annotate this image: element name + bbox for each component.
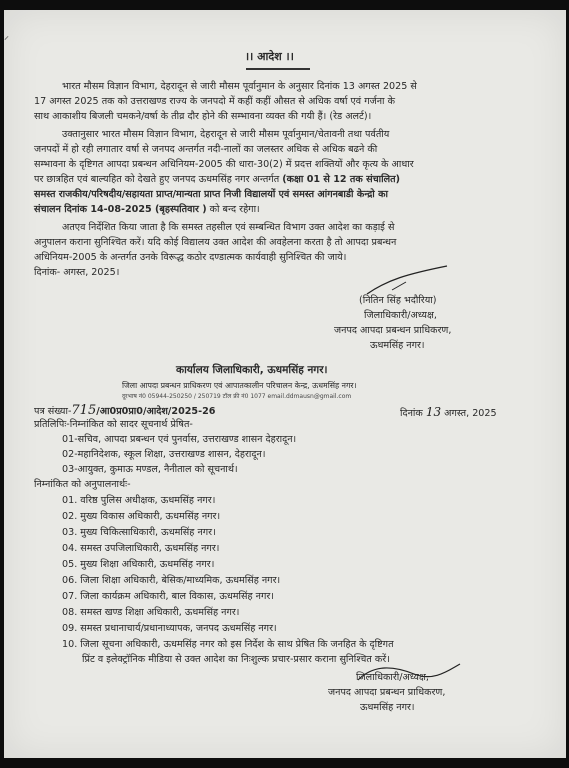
letter-date-handwritten: 13 xyxy=(425,405,442,419)
compliance-item-2: 02. मुख्य विकास अधिकारी, ऊधमसिंह नगर। xyxy=(62,511,221,522)
para1-line-2: 17 अगस्त 2025 तक को उत्तराखण्ड राज्य के जनपदो में कहीं कहीं औसत से अधिक वर्षा एवं गर्जना के xyxy=(34,96,395,107)
letter-date xyxy=(400,406,497,420)
para1-line-3: साथ आकाशीय बिजली चमकने/वर्षा के तीव्र दौर होने की सम्भावना व्यक्त की गयी हैं। (रेड अलर्ट)। xyxy=(34,111,372,122)
para2-line-3: सम्भावना के दृष्टिगत आपदा प्रबन्धन अधिनियम-2005 की धारा-30(2) में प्रदत्त शक्तियों और कृत्य के आधार xyxy=(34,159,414,170)
compliance-item-7: 07. जिला कार्यक्रम अधिकारी, बाल विकास, ऊधमसिंह नगर। xyxy=(62,591,274,602)
closure-end: को बन्द रहेगा। xyxy=(209,204,260,215)
compliance-heading: निम्नांकित को अनुपालनार्थः- xyxy=(34,479,131,490)
compliance-item-10-cont: प्रिंट व इलेक्ट्रॉनिक मीडिया से उक्त आदेश का निःशुल्क प्रचार-प्रसार कराना सुनिश्चित करें। xyxy=(82,654,390,665)
letter-number-handwritten: 715 xyxy=(71,403,97,418)
closure-date: संचालन दिनांक 14-08-2025 (बृहस्पतिवार ) xyxy=(34,204,207,215)
office-signatory-place: ऊधमसिंह नगर। xyxy=(360,702,415,713)
letter-reference: /आ0प्र0प्रा0/आदेश/2025-26 xyxy=(96,406,216,417)
compliance-item-3: 03. मुख्य चिकित्साधिकारी, ऊधमसिंह नगर। xyxy=(62,527,216,538)
heading-underline xyxy=(246,68,310,70)
para3-line-2: अनुपालन कराना सुनिश्चित करें। यदि कोई विद्यालय उक्त आदेश की अवहेलना करता है तो आपदा प्रबन्धन xyxy=(34,237,397,248)
order-signatory-post: जिलाधिकारी/अध्यक्ष, xyxy=(364,310,437,321)
order-signatory-authority: जनपद आपदा प्रबन्धन प्राधिकरण, xyxy=(334,325,452,336)
office-contact: दूरभाष नं0 05944-250250 / 250719 टॉल फ्री नं0 1077 email.ddmausn@gmail.com xyxy=(122,393,352,400)
copy-item-1: 01-सचिव, आपदा प्रबन्धन एवं पुनर्वास, उत्तराखण्ड शासन देहरादून। xyxy=(62,434,297,445)
office-subtitle: जिला आपदा प्रबन्धन प्राधिकरण एवं आपातकालीन परिचालन केन्द्र, ऊधमसिंह नगर। xyxy=(122,381,357,390)
letter-number-label: पत्र संख्या- xyxy=(34,406,72,417)
compliance-item-6: 06. जिला शिक्षा अधिकारी, बेसिक/माध्यमिक, ऊधमसिंह नगर। xyxy=(62,575,281,586)
compliance-item-8: 08. समस्त खण्ड शिक्षा अधिकारी, ऊधमसिंह नगर। xyxy=(62,607,240,618)
letter-date-rest: अगस्त, 2025 xyxy=(444,408,497,419)
office-signatory-post: जिलाधिकारी/अध्यक्ष, xyxy=(356,672,429,683)
para2-line-4-text: पर छात्रहित एवं बाल्यहित को देखते हुए जनपद ऊधमसिंह नगर अन्तर्गत xyxy=(34,174,280,185)
para2-line-4 xyxy=(34,173,400,186)
corner-mark: ⸝ xyxy=(4,31,9,42)
para3-line-3: अधिनियम-2005 के अन्तर्गत उनके विरूद्ध कठोर दण्डात्मक कार्यवाही सुनिश्चित की जाये। xyxy=(34,252,347,263)
compliance-item-10: 10. जिला सूचना अधिकारी, ऊधमसिंह नगर को इस निर्देश के साथ प्रेषित कि जनहित के दृष्टिगत xyxy=(62,639,394,650)
para2-line-2: जनपदों में हो रही लगातार वर्षा से जनपद अन्तर्गत नदी-नालों का जलस्तर अधिक से अधिक बढने की xyxy=(34,144,378,155)
copy-item-3: 03-आयुक्त, कुमाऊ मण्डल, नैनीताल को सूचनार्थ। xyxy=(62,464,238,475)
letter-date-label: दिनांक xyxy=(400,408,423,419)
compliance-item-1: 01. वरिष्ठ पुलिस अधीक्षक, ऊधमसिंह नगर। xyxy=(62,495,216,506)
compliance-item-9: 09. समस्त प्रधानाचार्य/प्रधानाध्यापक, जनपद ऊधमसिंह नगर। xyxy=(62,623,277,634)
para2-line-1: उक्तानुसार भारत मौसम विज्ञान विभाग, देहरादून से जारी मौसम पूर्वानुमान/चेतावनी तथा पर्वतीय xyxy=(62,129,390,140)
para2-bold-line-1: समस्त राजकीय/परिषदीय/सहायता प्राप्त/मान्यता प्राप्त निजी विद्यालयों एवं समस्त आंगनबाडी केन्द्रो का xyxy=(34,189,388,200)
para3-line-1: अतएव निर्देशित किया जाता है कि समस्त तहसील एवं सम्बन्धित विभाग उक्त आदेश का कड़ाई से xyxy=(62,222,395,233)
copy-heading: प्रतिलिपिः-निम्नांकित को सादर सूचनार्थ प्रेषित- xyxy=(34,419,193,430)
copy-item-2: 02-महानिदेशक, स्कूल शिक्षा, उत्तराखण्ड शासन, देहरादून। xyxy=(62,449,266,460)
letter-number xyxy=(34,404,215,418)
office-signatory-authority: जनपद आपदा प्रबन्धन प्राधिकरण, xyxy=(328,687,446,698)
compliance-item-5: 05. मुख्य शिक्षा अधिकारी, ऊधमसिंह नगर। xyxy=(62,559,215,570)
order-date: दिनांक- अगस्त, 2025। xyxy=(34,267,120,278)
document-page xyxy=(4,10,566,758)
compliance-item-4: 04. समस्त उपजिलाधिकारी, ऊधमसिंह नगर। xyxy=(62,543,220,554)
order-signatory-place: ऊधमसिंह नगर। xyxy=(370,340,425,351)
para2-bold-line-2 xyxy=(34,203,260,216)
para2-class-range: (कक्षा 01 से 12 तक संचालित) xyxy=(282,174,400,185)
order-signatory-name: (नितिन सिंह भदौरिया) xyxy=(359,295,437,306)
order-heading: ।। आदेश ।। xyxy=(245,50,294,63)
para1-line-1: भारत मौसम विज्ञान विभाग, देहरादून से जारी मौसम पूर्वानुमान के अनुसार दिनांक 13 अगस्त 2025 से xyxy=(62,81,417,92)
office-title: कार्यालय जिलाधिकारी, ऊधमसिंह नगर। xyxy=(176,364,328,376)
